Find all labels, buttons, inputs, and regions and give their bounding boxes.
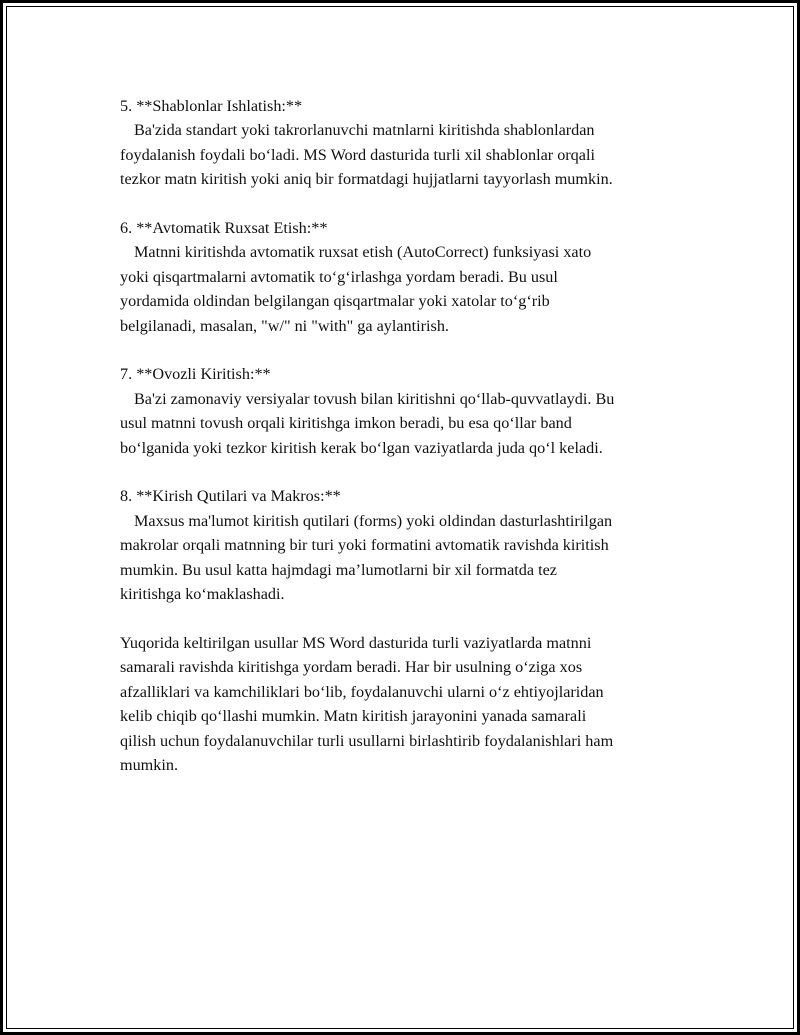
paragraph-line: Maxsus ma'lumot kiritish qutilari (forms) yoki oldindan dasturlashtirilgan — [134, 511, 613, 530]
section-voice-input — [120, 362, 690, 460]
section-templates — [120, 94, 690, 192]
paragraph-line: samarali ravishda kiritishga yordam beradi. Har bir usulning o‘ziga xos — [120, 658, 583, 677]
paragraph-line: bo‘lganida yoki tezkor kiritish kerak bo‘lgan vaziyatlarda juda qo‘l keladi. — [120, 438, 603, 457]
paragraph-line: tezkor matn kiritish yoki aniq bir formatdagi hujjatlarni tayyorlash mumkin. — [120, 170, 613, 189]
paragraph-line: qilish uchun foydalanuvchilar turli usullarni birlashtirib foydalanishlari ham — [120, 731, 614, 750]
paragraph-line: Ba'zida standart yoki takrorlanuvchi matnlarni kiritishda shablonlardan — [134, 121, 595, 140]
paragraph-line: kelib chiqib qo‘llashi mumkin. Matn kiritish jarayonini yanada samarali — [120, 707, 587, 726]
paragraph-line: usul matnni tovush orqali kiritishga imkon beradi, bu esa qo‘llar band — [120, 414, 572, 433]
paragraph-line: foydalanish foydali bo‘ladi. MS Word dasturida turli xil shablonlar orqali — [120, 145, 595, 164]
paragraph-line: kiritishga ko‘maklashadi. — [120, 585, 285, 604]
document-body — [120, 94, 690, 802]
conclusion-paragraph — [120, 631, 690, 777]
section-autocorrect — [120, 216, 690, 338]
paragraph-line: belgilanadi, masalan, "w/" ni "with" ga aylantirish. — [120, 316, 449, 335]
section-heading: 5. **Shablonlar Ishlatish:** — [120, 97, 303, 115]
paragraph-line: afzalliklari va kamchiliklari bo‘lib, foydalanuvchi ularni o‘z ehtiyojlaridan — [120, 682, 604, 701]
paragraph-line: mumkin. — [120, 755, 179, 774]
paragraph-line: mumkin. Bu usul katta hajmdagi ma’lumotlarni bir xil formatda tez — [120, 560, 557, 579]
section-heading: 8. **Kirish Qutilari va Makros:** — [120, 487, 341, 506]
section-heading: 6. **Avtomatik Ruxsat Etish:** — [120, 219, 328, 238]
paragraph-line: yoki qisqartmalarni avtomatik to‘g‘irlashga yordam beradi. Bu usul — [120, 267, 558, 286]
section-heading: 7. **Ovozli Kiritish:** — [120, 365, 271, 384]
paragraph-line: yordamida oldindan belgilangan qisqartmalar yoki xatolar to‘g‘rib — [120, 292, 550, 311]
paragraph-line: Yuqorida keltirilgan usullar MS Word dasturida turli vaziyatlarda matnni — [120, 633, 592, 652]
paragraph-line: Ba'zi zamonaviy versiyalar tovush bilan kiritishni qo‘llab-quvvatlaydi. Bu — [134, 389, 615, 408]
section-forms-macros — [120, 484, 690, 606]
paragraph-line: Matnni kiritishda avtomatik ruxsat etish (AutoCorrect) funksiyasi xato — [134, 243, 592, 262]
paragraph-line: makrolar orqali matnning bir turi yoki formatini avtomatik ravishda kiritish — [120, 536, 609, 555]
